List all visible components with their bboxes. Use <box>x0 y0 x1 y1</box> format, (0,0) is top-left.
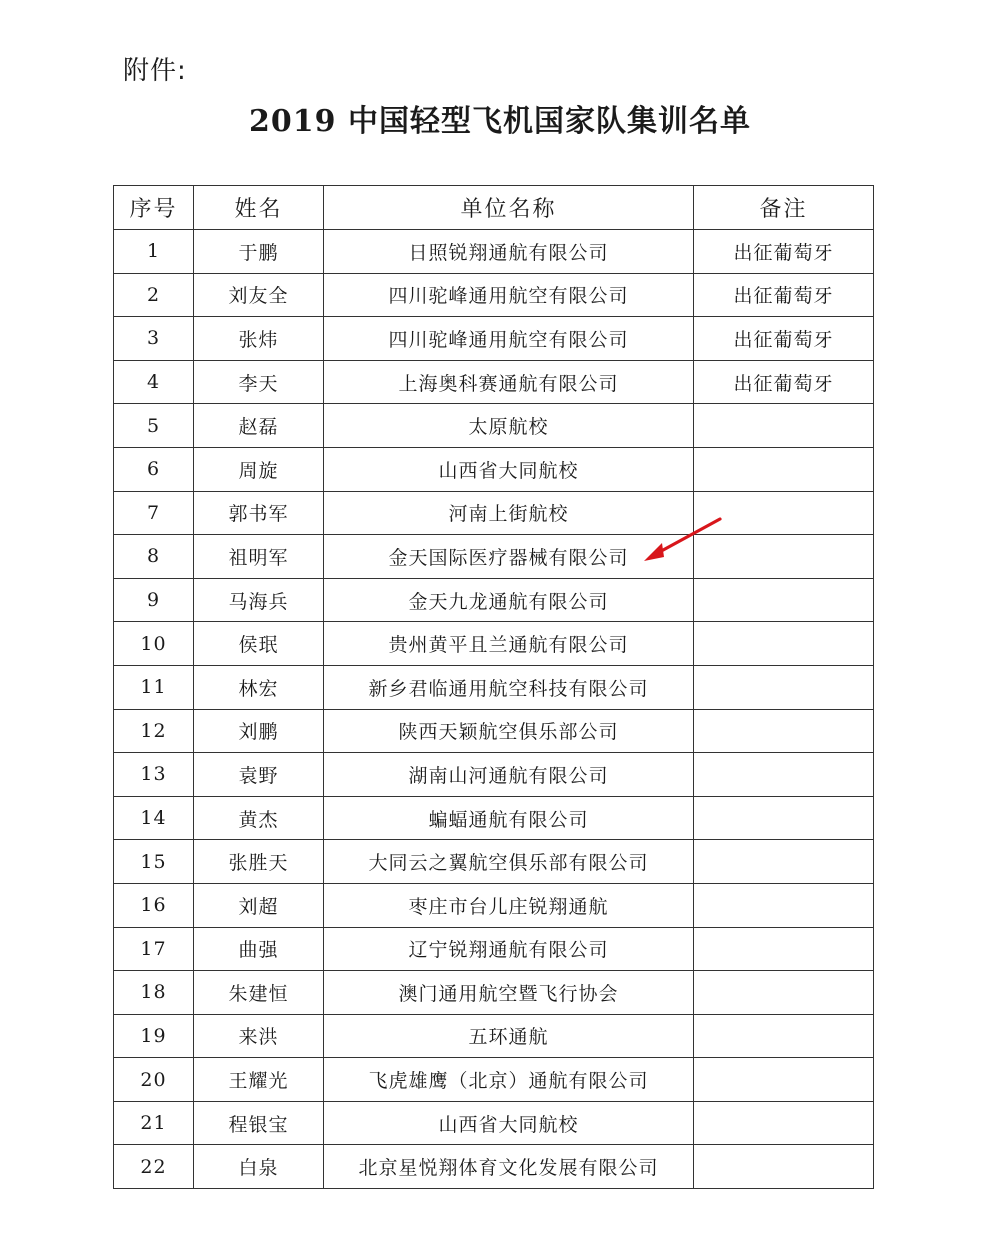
cell-name: 郭书军 <box>194 491 324 535</box>
cell-org: 金天国际医疗器械有限公司 <box>324 535 694 579</box>
cell-no: 19 <box>114 1014 194 1058</box>
cell-name: 李天 <box>194 360 324 404</box>
cell-no: 21 <box>114 1101 194 1145</box>
cell-name: 马海兵 <box>194 578 324 622</box>
table-row <box>114 1014 874 1058</box>
cell-org: 上海奥科赛通航有限公司 <box>324 360 694 404</box>
cell-name: 王耀光 <box>194 1058 324 1102</box>
cell-name: 朱建恒 <box>194 971 324 1015</box>
attachment-label: 附件: <box>123 56 187 86</box>
cell-no: 7 <box>114 491 194 535</box>
table-row <box>114 927 874 971</box>
cell-name: 白泉 <box>194 1145 324 1189</box>
cell-note: 出征葡萄牙 <box>694 273 874 317</box>
cell-name: 袁野 <box>194 753 324 797</box>
cell-note <box>694 491 874 535</box>
cell-org: 湖南山河通航有限公司 <box>324 753 694 797</box>
roster-table <box>113 185 874 1189</box>
cell-note <box>694 1058 874 1102</box>
cell-org: 贵州黄平且兰通航有限公司 <box>324 622 694 666</box>
cell-note <box>694 971 874 1015</box>
table-row <box>114 665 874 709</box>
cell-no: 18 <box>114 971 194 1015</box>
cell-org: 澳门通用航空暨飞行协会 <box>324 971 694 1015</box>
header-organization: 单位名称 <box>324 186 694 230</box>
cell-name: 张炜 <box>194 317 324 361</box>
cell-org: 辽宁锐翔通航有限公司 <box>324 927 694 971</box>
cell-no: 8 <box>114 535 194 579</box>
table-row <box>114 622 874 666</box>
cell-note <box>694 840 874 884</box>
cell-org: 蝙蝠通航有限公司 <box>324 796 694 840</box>
cell-name: 刘超 <box>194 883 324 927</box>
cell-note <box>694 447 874 491</box>
cell-no: 15 <box>114 840 194 884</box>
table-row <box>114 230 874 274</box>
cell-name: 张胜天 <box>194 840 324 884</box>
table-row <box>114 1058 874 1102</box>
cell-org: 日照锐翔通航有限公司 <box>324 230 694 274</box>
cell-org: 北京星悦翔体育文化发展有限公司 <box>324 1145 694 1189</box>
cell-no: 14 <box>114 796 194 840</box>
table-header-row <box>114 186 874 230</box>
cell-note <box>694 927 874 971</box>
cell-name: 程银宝 <box>194 1101 324 1145</box>
cell-name: 林宏 <box>194 665 324 709</box>
cell-name: 周旋 <box>194 447 324 491</box>
cell-org: 陕西天颖航空俱乐部公司 <box>324 709 694 753</box>
table-row <box>114 317 874 361</box>
cell-no: 12 <box>114 709 194 753</box>
cell-org: 五环通航 <box>324 1014 694 1058</box>
table-row <box>114 404 874 448</box>
cell-no: 11 <box>114 665 194 709</box>
cell-note <box>694 622 874 666</box>
table-row <box>114 447 874 491</box>
cell-org: 山西省大同航校 <box>324 1101 694 1145</box>
cell-no: 20 <box>114 1058 194 1102</box>
cell-name: 赵磊 <box>194 404 324 448</box>
cell-org: 河南上街航校 <box>324 491 694 535</box>
cell-name: 于鹏 <box>194 230 324 274</box>
cell-name: 刘鹏 <box>194 709 324 753</box>
cell-no: 13 <box>114 753 194 797</box>
cell-name: 侯珉 <box>194 622 324 666</box>
table-row <box>114 1101 874 1145</box>
table-row <box>114 360 874 404</box>
table-row <box>114 971 874 1015</box>
cell-org: 四川驼峰通用航空有限公司 <box>324 273 694 317</box>
cell-note: 出征葡萄牙 <box>694 360 874 404</box>
table-row <box>114 883 874 927</box>
cell-no: 10 <box>114 622 194 666</box>
cell-name: 刘友全 <box>194 273 324 317</box>
cell-no: 1 <box>114 230 194 274</box>
cell-no: 16 <box>114 883 194 927</box>
cell-note: 出征葡萄牙 <box>694 230 874 274</box>
cell-note <box>694 1014 874 1058</box>
cell-no: 2 <box>114 273 194 317</box>
table-row <box>114 709 874 753</box>
cell-note <box>694 883 874 927</box>
cell-org: 四川驼峰通用航空有限公司 <box>324 317 694 361</box>
cell-note <box>694 578 874 622</box>
header-remarks: 备注 <box>694 186 874 230</box>
cell-org: 飞虎雄鹰（北京）通航有限公司 <box>324 1058 694 1102</box>
cell-org: 山西省大同航校 <box>324 447 694 491</box>
cell-note <box>694 796 874 840</box>
cell-note <box>694 1145 874 1189</box>
cell-no: 5 <box>114 404 194 448</box>
table-row <box>114 578 874 622</box>
cell-name: 曲强 <box>194 927 324 971</box>
table-row <box>114 273 874 317</box>
cell-no: 4 <box>114 360 194 404</box>
table-row <box>114 796 874 840</box>
cell-note <box>694 753 874 797</box>
cell-note <box>694 535 874 579</box>
header-name: 姓名 <box>194 186 324 230</box>
cell-note: 出征葡萄牙 <box>694 317 874 361</box>
cell-no: 3 <box>114 317 194 361</box>
cell-org: 太原航校 <box>324 404 694 448</box>
cell-org: 大同云之翼航空俱乐部有限公司 <box>324 840 694 884</box>
table-row <box>114 840 874 884</box>
table-row <box>114 753 874 797</box>
cell-name: 祖明军 <box>194 535 324 579</box>
cell-org: 枣庄市台儿庄锐翔通航 <box>324 883 694 927</box>
cell-org: 新乡君临通用航空科技有限公司 <box>324 665 694 709</box>
cell-org: 金天九龙通航有限公司 <box>324 578 694 622</box>
cell-no: 17 <box>114 927 194 971</box>
cell-name: 来洪 <box>194 1014 324 1058</box>
cell-no: 9 <box>114 578 194 622</box>
table-row <box>114 1145 874 1189</box>
cell-note <box>694 709 874 753</box>
cell-note <box>694 1101 874 1145</box>
table-row <box>114 535 874 579</box>
table-row <box>114 491 874 535</box>
cell-name: 黄杰 <box>194 796 324 840</box>
header-serial-number: 序号 <box>114 186 194 230</box>
document-title: 2019 中国轻型飞机国家队集训名单 <box>249 104 751 139</box>
cell-no: 22 <box>114 1145 194 1189</box>
cell-no: 6 <box>114 447 194 491</box>
cell-note <box>694 665 874 709</box>
cell-note <box>694 404 874 448</box>
